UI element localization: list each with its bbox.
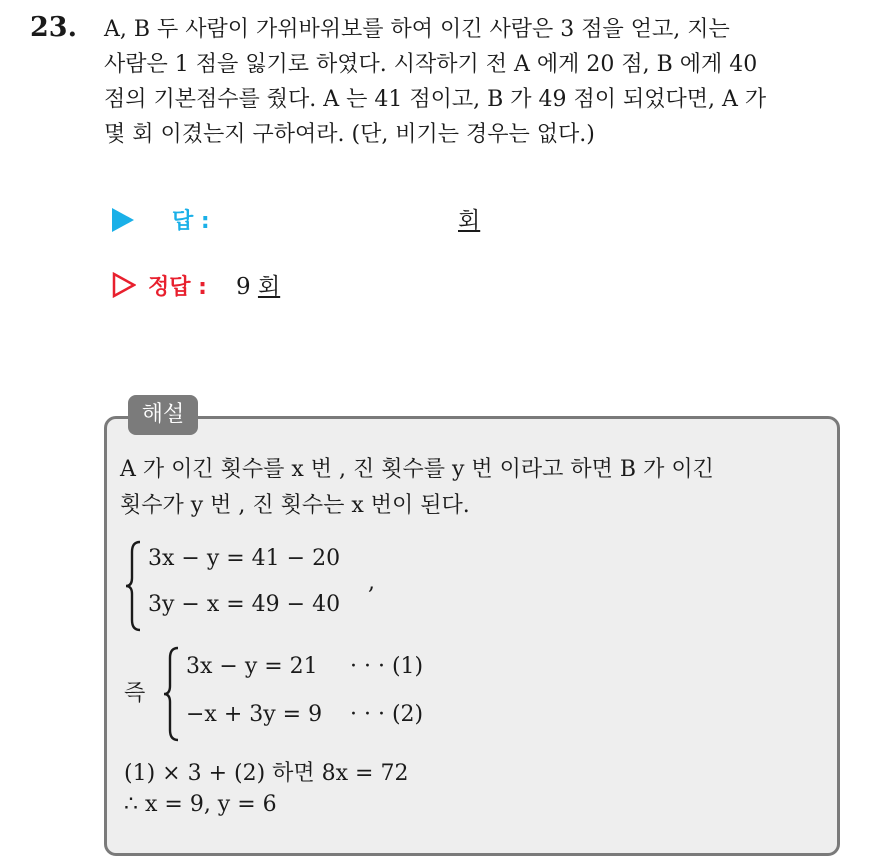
question-text <box>104 12 864 152</box>
answer-row <box>112 202 612 242</box>
equation-line: 3x − y = 41 − 20 <box>148 546 341 571</box>
correct-answer-unit: 회 <box>257 274 281 300</box>
left-brace-icon <box>162 646 182 742</box>
solution-tab: 해설 <box>128 395 198 435</box>
play-icon <box>112 208 134 232</box>
correct-answer-number: 9 <box>236 274 251 300</box>
comma: , <box>368 570 375 595</box>
correct-answer-row <box>112 268 612 308</box>
solution-result: ∴ x = 9, y = 6 <box>124 792 277 817</box>
correct-answer-label: 정답 : <box>148 275 207 300</box>
question-line: 점의 기본점수를 줬다. A 는 41 점이고, B 가 49 점이 되었다면, A 가 <box>104 87 767 112</box>
answer-label: 답 : <box>172 209 210 234</box>
outline-triangle-icon <box>112 272 136 298</box>
equation-line: 3y − x = 49 − 40 <box>148 592 341 617</box>
equation-line: −x + 3y = 9 <box>186 702 323 727</box>
answer-unit: 회 <box>458 208 481 234</box>
question-number: 23. <box>30 12 77 43</box>
solution-step: (1) × 3 + (2) 하면 8x = 72 <box>124 761 409 786</box>
question-line: A, B 두 사람이 가위바위보를 하여 이긴 사람은 3 점을 얻고, 지는 <box>104 17 730 42</box>
question-line: 몇 회 이겼는지 구하여라. (단, 비기는 경우는 없다.) <box>104 122 595 147</box>
left-brace-icon <box>124 540 144 632</box>
correct-answer-value <box>236 268 280 301</box>
question-line: 사람은 1 점을 잃기로 하였다. 시작하기 전 A 에게 20 점, B 에게 40 <box>104 52 758 77</box>
equation-system-1 <box>124 540 424 632</box>
equation-tag: · · · (2) <box>350 702 424 727</box>
equation-tag: · · · (1) <box>350 654 424 679</box>
solution-text <box>120 452 714 524</box>
solution-line: A 가 이긴 횟수를 x 번 , 진 횟수를 y 번 이라고 하면 B 가 이긴 <box>120 457 714 482</box>
equation-system-2 <box>124 646 444 742</box>
solution-line: 횟수가 y 번 , 진 횟수는 x 번이 된다. <box>120 493 470 518</box>
system-prefix: 즉 <box>124 681 146 706</box>
equation-line: 3x − y = 21 <box>186 654 318 679</box>
